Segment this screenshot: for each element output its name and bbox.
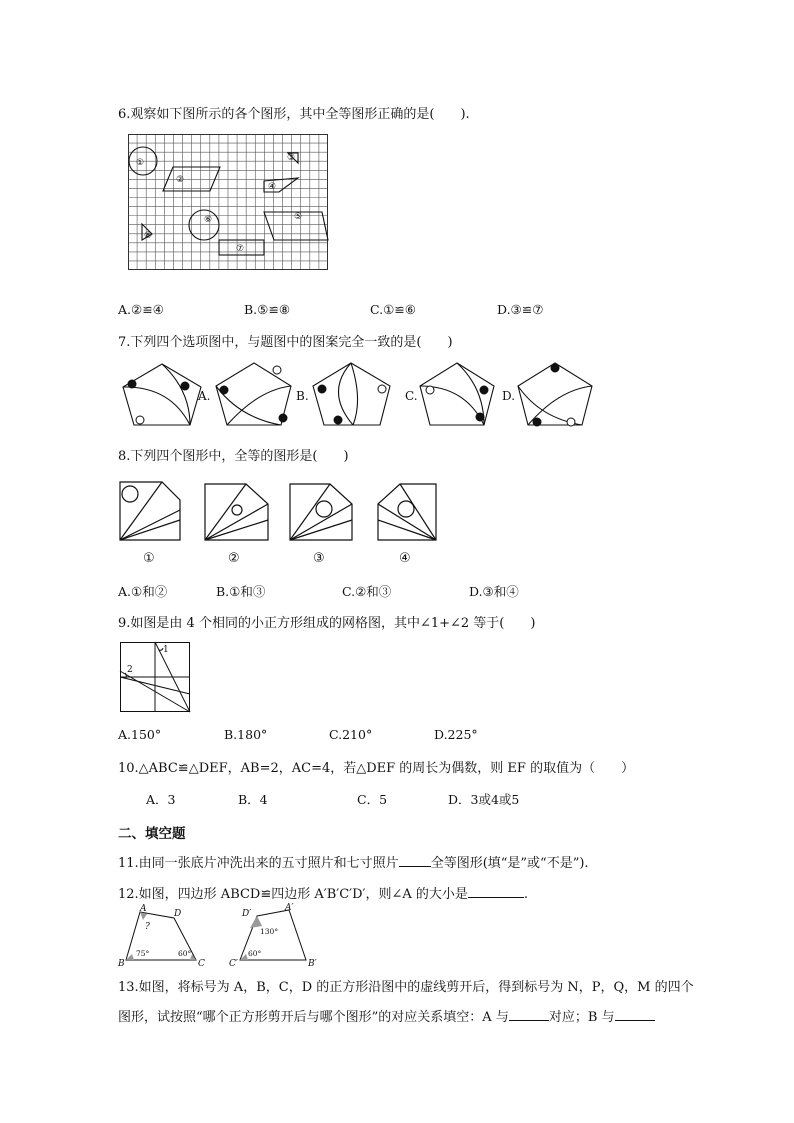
- q12-fig2-vertex-d: D′: [242, 909, 252, 919]
- q6-option-b[interactable]: B.⑤≌⑧: [244, 302, 291, 317]
- q8-option-a[interactable]: A.①和②: [118, 584, 168, 599]
- q8-option-d[interactable]: D.③和④: [469, 584, 519, 599]
- q12-fig1-vertex-d: D: [174, 909, 182, 919]
- q6-fig-label-7: ⑦: [236, 244, 245, 254]
- q6-option-c[interactable]: C.①≌⑥: [370, 302, 416, 317]
- q8-option-b[interactable]: B.①和③: [216, 584, 266, 599]
- q8-figures: [118, 480, 448, 570]
- section-title-fill-in: 二、填空题: [118, 826, 186, 842]
- q9-question: 9.如图是由 4 个相同的小正方形组成的网格图，其中∠1+∠2 等于( ): [118, 616, 536, 631]
- q6-fig-label-8: ⑧: [144, 231, 153, 241]
- q9-option-d[interactable]: D.225°: [434, 727, 478, 742]
- q9-option-a[interactable]: A.150°: [118, 727, 162, 742]
- q10-option-a[interactable]: A．3: [146, 792, 176, 807]
- q6-fig-label-6: ⑥: [204, 215, 213, 225]
- q13-text-a: 图形，试按照“哪个正方形剪开后与哪个图形”的对应关系填空：A 与: [118, 1010, 509, 1025]
- q9-angle-label-2: 2: [127, 665, 133, 675]
- q13-question-line1: 13.如图，将标号为 A，B，C，D 的正方形沿图中的虚线剪开后，得到标号为 N，P，Q，M 的四个: [118, 980, 694, 995]
- q7-option-d-label[interactable]: D.: [502, 389, 516, 403]
- q8-fig-label-4: ④: [399, 551, 411, 566]
- q6-fig-label-1: ①: [136, 158, 145, 168]
- q12-fig2-angle-d: 130°: [260, 927, 279, 936]
- q6-question: 6.观察如下图所示的各个图形，其中全等图形正确的是( ).: [118, 107, 470, 122]
- q8-fig-label-1: ①: [143, 551, 155, 566]
- q8-question: 8.下列四个图形中，全等的图形是( ): [118, 449, 349, 464]
- q12-fig1-angle-c: 60°: [178, 949, 192, 958]
- q12-fig1-vertex-a: A: [140, 904, 147, 914]
- q12-text-a: 12.如图，四边形 ABCD≌四边形 A′B′C′D′，则∠A 的大小是: [118, 887, 468, 902]
- q6-option-d[interactable]: D.③≌⑦: [497, 302, 544, 317]
- q6-fig-label-3: ③: [287, 153, 296, 163]
- q7-option-c-label[interactable]: C.: [405, 389, 418, 403]
- q12-fig2-vertex-a: A′: [285, 903, 294, 913]
- q13-answer-blank-a[interactable]: [509, 1008, 549, 1021]
- q7-question: 7.下列四个选项图中，与题图中的图案完全一致的是( ): [118, 335, 453, 350]
- q11-text-b: 全等图形(填“是”或“不是”).: [430, 856, 589, 871]
- q12-fig2-vertex-b: B′: [308, 959, 317, 969]
- q11-question: [118, 852, 589, 871]
- q12-answer-blank[interactable]: [468, 885, 524, 898]
- q13-answer-blank-b[interactable]: [615, 1008, 655, 1021]
- q12-fig1-vertex-b: B: [118, 959, 125, 969]
- q13-text-b: 对应；B 与: [548, 1010, 615, 1025]
- q10-option-b[interactable]: B．4: [238, 792, 268, 807]
- q6-fig-label-5: ⑤: [294, 212, 303, 222]
- q8-fig-label-2: ②: [228, 551, 240, 566]
- q10-question: 10.△ABC≌△DEF，AB=2，AC=4，若△DEF 的周长为偶数，则 EF 的取值为（ ）: [118, 761, 635, 776]
- q6-fig-label-2: ②: [176, 175, 185, 185]
- q10-option-d[interactable]: D．3或4或5: [448, 792, 520, 807]
- q12-fig1-vertex-c: C: [198, 959, 205, 969]
- q12-fig1-angle-b: 75°: [136, 949, 150, 958]
- q12-fig1-question-mark: ?: [145, 922, 150, 932]
- q7-figures: [118, 360, 598, 432]
- q12-quadrilateral-figures: [118, 903, 328, 969]
- q11-answer-blank[interactable]: [399, 854, 431, 867]
- q9-option-b[interactable]: B.180°: [224, 727, 268, 742]
- q12-question: [118, 883, 528, 902]
- q6-fig-label-4: ④: [268, 182, 277, 192]
- q12-fig2-vertex-c: C′: [229, 959, 238, 969]
- q12-fig2-angle-c: 60°: [248, 949, 262, 958]
- q8-option-c[interactable]: C.②和③: [342, 584, 392, 599]
- q12-text-b: .: [523, 887, 529, 902]
- q10-option-c[interactable]: C．5: [357, 792, 388, 807]
- q7-option-a-label[interactable]: A.: [198, 389, 211, 403]
- q9-option-c[interactable]: C.210°: [329, 727, 373, 742]
- q6-grid-figure: [128, 134, 328, 270]
- q6-option-a[interactable]: A.②≌④: [118, 302, 164, 317]
- q13-question-line2: [118, 1006, 655, 1025]
- q7-option-b-label[interactable]: B.: [296, 389, 309, 403]
- q8-fig-label-3: ③: [313, 551, 325, 566]
- q11-text-a: 11.由同一张底片冲洗出来的五寸照片和七寸照片: [118, 856, 399, 871]
- q9-grid-figure: [120, 642, 190, 712]
- q9-angle-label-1: 1: [163, 645, 169, 655]
